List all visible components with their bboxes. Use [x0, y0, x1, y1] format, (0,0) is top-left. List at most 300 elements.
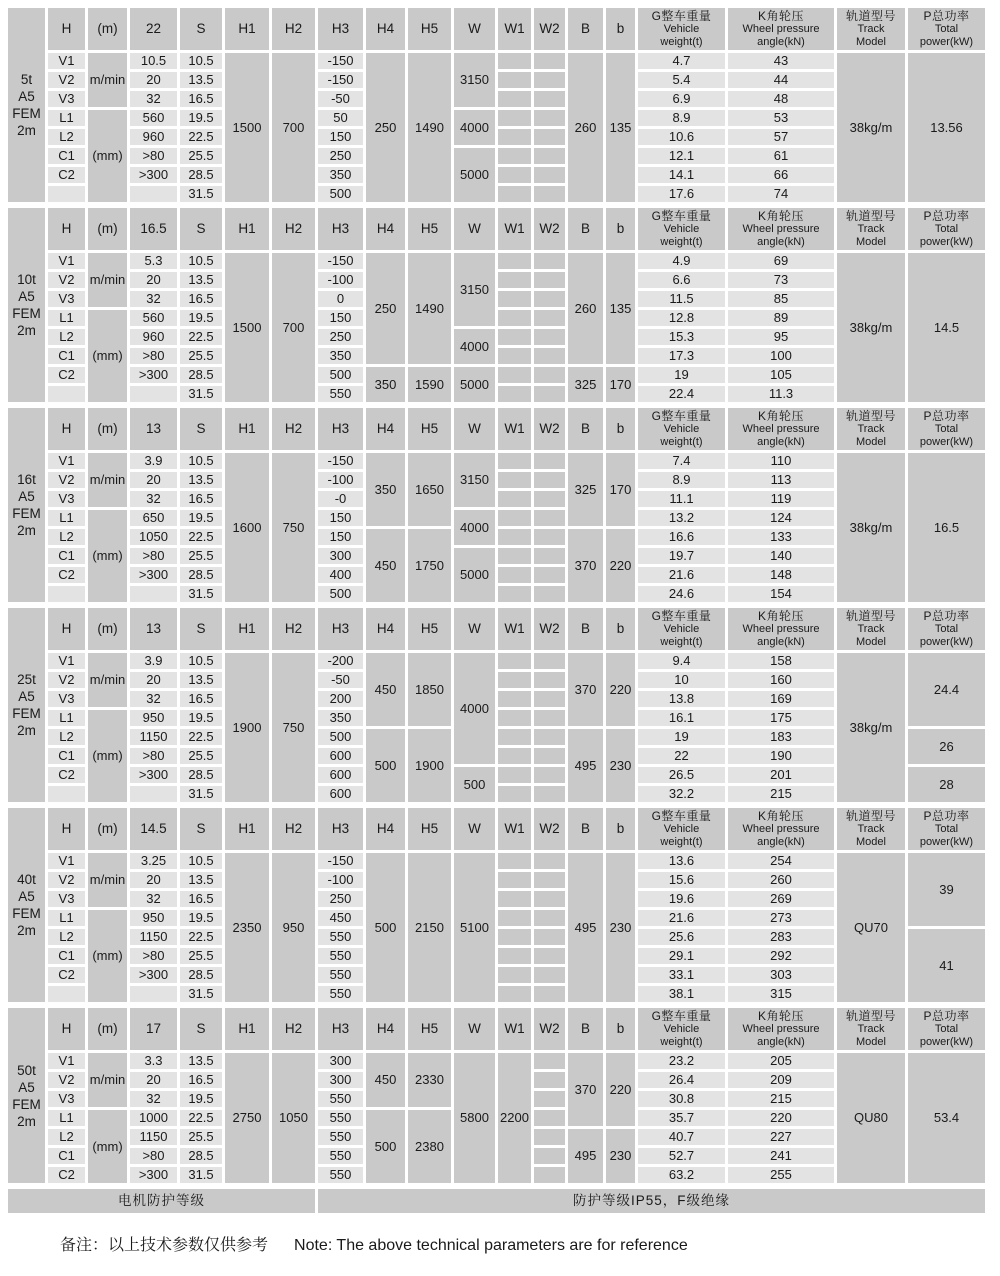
- h-cell: C1: [48, 948, 85, 964]
- h3-cell: 550: [318, 929, 363, 945]
- v-cell: [130, 586, 177, 602]
- w2-cell: [534, 491, 565, 507]
- k-cell: 73: [728, 272, 834, 288]
- s-cell: 22.5: [180, 129, 222, 145]
- g-header: [638, 608, 725, 650]
- section-label-line: 2m: [17, 923, 36, 938]
- w-cell: 5000: [454, 367, 495, 402]
- header-line: weight(t): [660, 835, 703, 848]
- track-cell: QU80: [837, 1053, 905, 1183]
- g-cell: 22.4: [638, 386, 725, 402]
- k-cell: 241: [728, 1148, 834, 1164]
- h-cell: C1: [48, 148, 85, 164]
- k-cell: 53: [728, 110, 834, 126]
- header-line: Total: [934, 23, 959, 36]
- h-cell: V1: [48, 853, 85, 869]
- w2-cell: [534, 1053, 565, 1069]
- h1-cell: 2350: [225, 853, 269, 1002]
- h3-cell: 0: [318, 291, 363, 307]
- p-cell: 14.5: [908, 253, 985, 402]
- s-cell: 28.5: [180, 967, 222, 983]
- s-cell: 25.5: [180, 148, 222, 164]
- s-cell: 10.5: [180, 653, 222, 669]
- h2-header: H2: [272, 408, 315, 450]
- w-cell: 4000: [454, 110, 495, 145]
- bb-cell: 135: [606, 53, 635, 202]
- h3-cell: 600: [318, 748, 363, 764]
- header-line: G整车重量: [651, 808, 712, 823]
- h3-cell: 50: [318, 110, 363, 126]
- v-cell: [130, 986, 177, 1002]
- k-cell: 140: [728, 548, 834, 564]
- g-cell: 8.9: [638, 472, 725, 488]
- k-cell: 85: [728, 291, 834, 307]
- p-cell: 28: [908, 767, 985, 802]
- w2-cell: [534, 891, 565, 907]
- header-line: angle(kN): [757, 35, 805, 48]
- track-cell: 38kg/m: [837, 653, 905, 802]
- track-header: [837, 608, 905, 650]
- k-cell: 215: [728, 786, 834, 802]
- w1-cell: [498, 653, 531, 669]
- span-value-header: 13: [130, 408, 177, 450]
- header-line: Vehicle: [663, 1023, 700, 1036]
- g-cell: 12.1: [638, 148, 725, 164]
- w1-cell: 2200: [498, 1053, 531, 1183]
- h3-cell: 550: [318, 948, 363, 964]
- h4-cell: 450: [366, 653, 405, 726]
- header-line: angle(kN): [757, 235, 805, 248]
- w2-cell: [534, 872, 565, 888]
- h4-header: H4: [366, 8, 405, 50]
- v-cell: 32: [130, 891, 177, 907]
- w-header: W: [454, 808, 495, 850]
- w2-cell: [534, 653, 565, 669]
- span-value-header: 17: [130, 1008, 177, 1050]
- span-value-header: 13: [130, 608, 177, 650]
- header-line: P总功率: [923, 1008, 970, 1023]
- spec-table-40t: [5, 805, 988, 1005]
- m-cell: (mm): [88, 710, 127, 802]
- s-cell: 25.5: [180, 748, 222, 764]
- w2-cell: [534, 1129, 565, 1145]
- v-cell: >80: [130, 548, 177, 564]
- header-line: Vehicle: [663, 423, 700, 436]
- track-header: [837, 408, 905, 450]
- s-cell: 28.5: [180, 1148, 222, 1164]
- h4-header: H4: [366, 408, 405, 450]
- b-cell: 495: [568, 729, 603, 802]
- h-cell: V3: [48, 891, 85, 907]
- w1-cell: [498, 529, 531, 545]
- w2-header: W2: [534, 408, 565, 450]
- h3-cell: 550: [318, 1167, 363, 1183]
- h1-header: H1: [225, 808, 269, 850]
- k-header: [728, 408, 834, 450]
- header-line: Track: [857, 23, 885, 36]
- h2-header: H2: [272, 208, 315, 250]
- header-line: K角轮压: [757, 1008, 804, 1023]
- protection-summary-table: [5, 1186, 988, 1216]
- h3-cell: 500: [318, 729, 363, 745]
- reference-note: [60, 1232, 995, 1255]
- section-label-line: A5: [18, 489, 35, 504]
- k-cell: 89: [728, 310, 834, 326]
- span-value-header: 14.5: [130, 808, 177, 850]
- w1-cell: [498, 967, 531, 983]
- p-header: [908, 408, 985, 450]
- header-line: Model: [856, 1035, 886, 1048]
- m-cell: m/min: [88, 453, 127, 507]
- m-cell: (mm): [88, 910, 127, 1002]
- section-label-line: A5: [18, 689, 35, 704]
- h3-cell: 300: [318, 1053, 363, 1069]
- s-cell: 13.5: [180, 872, 222, 888]
- h3-cell: 550: [318, 1129, 363, 1145]
- k-cell: 273: [728, 910, 834, 926]
- section-label-line: A5: [18, 889, 35, 904]
- w1-cell: [498, 548, 531, 564]
- h2-cell: 950: [272, 853, 315, 1002]
- h-cell: C2: [48, 567, 85, 583]
- w2-header: W2: [534, 608, 565, 650]
- w2-cell: [534, 548, 565, 564]
- h2-header: H2: [272, 608, 315, 650]
- header-line: power(kW): [919, 835, 974, 848]
- track-header: [837, 208, 905, 250]
- w2-cell: [534, 729, 565, 745]
- v-cell: >80: [130, 748, 177, 764]
- h3-cell: -150: [318, 453, 363, 469]
- v-cell: 20: [130, 1072, 177, 1088]
- k-cell: 113: [728, 472, 834, 488]
- v-cell: 32: [130, 691, 177, 707]
- section-label-line: FEM: [12, 906, 41, 921]
- w2-cell: [534, 586, 565, 602]
- header-row-16t: [8, 408, 985, 450]
- s-cell: 31.5: [180, 586, 222, 602]
- section-label-50t: [8, 1008, 45, 1183]
- h3-cell: 600: [318, 767, 363, 783]
- g-cell: 38.1: [638, 986, 725, 1002]
- w1-cell: [498, 567, 531, 583]
- w1-cell: [498, 672, 531, 688]
- w1-cell: [498, 510, 531, 526]
- h4-header: H4: [366, 1008, 405, 1050]
- v-cell: 20: [130, 72, 177, 88]
- h1-cell: 1600: [225, 453, 269, 602]
- header-line: Wheel pressure: [742, 223, 820, 236]
- w2-cell: [534, 53, 565, 69]
- bb-cell: 230: [606, 853, 635, 1002]
- h5-cell: 2150: [408, 853, 451, 1002]
- k-cell: 215: [728, 1091, 834, 1107]
- h-cell: C1: [48, 548, 85, 564]
- section-label-line: 2m: [17, 523, 36, 538]
- bb-cell: 135: [606, 253, 635, 364]
- header-line: P总功率: [923, 408, 970, 423]
- v-cell: 5.3: [130, 253, 177, 269]
- h-cell: V3: [48, 691, 85, 707]
- g-cell: 10: [638, 672, 725, 688]
- k-cell: 254: [728, 853, 834, 869]
- w2-cell: [534, 948, 565, 964]
- h5-header: H5: [408, 808, 451, 850]
- m-cell: (mm): [88, 510, 127, 602]
- v-cell: 1000: [130, 1110, 177, 1126]
- h5-header: H5: [408, 408, 451, 450]
- h4-cell: 500: [366, 853, 405, 1002]
- h-cell: V2: [48, 272, 85, 288]
- p-cell: 16.5: [908, 453, 985, 602]
- h-cell: C2: [48, 767, 85, 783]
- header-line: power(kW): [919, 435, 974, 448]
- h1-cell: 1900: [225, 653, 269, 802]
- bb-header: b: [606, 1008, 635, 1050]
- h2-cell: 750: [272, 653, 315, 802]
- h3-cell: 250: [318, 329, 363, 345]
- h3-header: H3: [318, 1008, 363, 1050]
- w2-cell: [534, 272, 565, 288]
- h4-header: H4: [366, 608, 405, 650]
- g-cell: 15.6: [638, 872, 725, 888]
- s-cell: 16.5: [180, 691, 222, 707]
- header-line: Wheel pressure: [742, 623, 820, 636]
- w1-header: W1: [498, 408, 531, 450]
- h4-cell: 350: [366, 367, 405, 402]
- h3-cell: 200: [318, 691, 363, 707]
- h1-header: H1: [225, 608, 269, 650]
- h-cell: C1: [48, 1148, 85, 1164]
- k-cell: 119: [728, 491, 834, 507]
- w2-cell: [534, 967, 565, 983]
- w1-cell: [498, 186, 531, 202]
- v-cell: 3.9: [130, 453, 177, 469]
- m-header: (m): [88, 608, 127, 650]
- h-cell: [48, 786, 85, 802]
- w1-cell: [498, 948, 531, 964]
- h2-cell: 1050: [272, 1053, 315, 1183]
- w2-cell: [534, 1072, 565, 1088]
- w1-cell: [498, 148, 531, 164]
- g-cell: 22: [638, 748, 725, 764]
- w-cell: 5000: [454, 148, 495, 202]
- h3-cell: -100: [318, 872, 363, 888]
- w1-cell: [498, 929, 531, 945]
- w-header: W: [454, 8, 495, 50]
- header-row-25t: [8, 608, 985, 650]
- k-cell: 283: [728, 929, 834, 945]
- k-cell: 43: [728, 53, 834, 69]
- section-label-25t: [8, 608, 45, 802]
- header-row-5t: [8, 8, 985, 50]
- spec-row: [8, 53, 985, 69]
- bb-header: b: [606, 8, 635, 50]
- protection-summary-row: [8, 1189, 985, 1213]
- v-cell: 560: [130, 110, 177, 126]
- v-cell: 20: [130, 472, 177, 488]
- b-cell: 260: [568, 53, 603, 202]
- w2-cell: [534, 148, 565, 164]
- s-cell: 28.5: [180, 767, 222, 783]
- h-cell: L1: [48, 510, 85, 526]
- h3-cell: 250: [318, 891, 363, 907]
- w1-cell: [498, 329, 531, 345]
- h-header: H: [48, 208, 85, 250]
- p-cell: 41: [908, 929, 985, 1002]
- g-header: [638, 808, 725, 850]
- w-cell: 4000: [454, 329, 495, 364]
- w1-cell: [498, 386, 531, 402]
- s-header: S: [180, 208, 222, 250]
- h3-cell: 400: [318, 567, 363, 583]
- b-cell: 325: [568, 453, 603, 526]
- h5-header: H5: [408, 608, 451, 650]
- g-header: [638, 1008, 725, 1050]
- h2-cell: 750: [272, 453, 315, 602]
- v-cell: >300: [130, 167, 177, 183]
- motor-protection-cell: 电机防护等级: [8, 1189, 315, 1213]
- bb-cell: 220: [606, 1053, 635, 1126]
- g-cell: 6.9: [638, 91, 725, 107]
- header-line: Track: [857, 823, 885, 836]
- header-line: P总功率: [923, 8, 970, 23]
- g-cell: 13.8: [638, 691, 725, 707]
- w-header: W: [454, 208, 495, 250]
- w1-cell: [498, 853, 531, 869]
- h1-cell: 2750: [225, 1053, 269, 1183]
- header-line: G整车重量: [651, 8, 712, 23]
- h3-cell: 550: [318, 1110, 363, 1126]
- p-cell: 13.56: [908, 53, 985, 202]
- k-cell: 61: [728, 148, 834, 164]
- k-cell: 227: [728, 1129, 834, 1145]
- s-cell: 31.5: [180, 386, 222, 402]
- section-label-line: FEM: [12, 706, 41, 721]
- h-cell: [48, 586, 85, 602]
- spec-row: [8, 253, 985, 269]
- h-cell: V2: [48, 1072, 85, 1088]
- b-cell: 495: [568, 1129, 603, 1183]
- h-cell: L1: [48, 1110, 85, 1126]
- v-cell: 3.25: [130, 853, 177, 869]
- header-line: Total: [934, 423, 959, 436]
- section-label-line: A5: [18, 89, 35, 104]
- h3-cell: 150: [318, 310, 363, 326]
- k-cell: 183: [728, 729, 834, 745]
- k-cell: 148: [728, 567, 834, 583]
- track-header: [837, 8, 905, 50]
- v-cell: 32: [130, 291, 177, 307]
- header-line: Total: [934, 223, 959, 236]
- bb-cell: 170: [606, 453, 635, 526]
- w2-cell: [534, 748, 565, 764]
- g-cell: 25.6: [638, 929, 725, 945]
- span-value-header: 16.5: [130, 208, 177, 250]
- track-header: [837, 1008, 905, 1050]
- v-cell: 950: [130, 710, 177, 726]
- h-cell: [48, 386, 85, 402]
- reference-note-en: Note: The above technical parameters are for reference: [294, 1237, 688, 1254]
- header-line: angle(kN): [757, 1035, 805, 1048]
- section-label-line: FEM: [12, 306, 41, 321]
- g-cell: 33.1: [638, 967, 725, 983]
- v-cell: 960: [130, 129, 177, 145]
- p-header: [908, 808, 985, 850]
- header-line: weight(t): [660, 35, 703, 48]
- s-cell: 13.5: [180, 672, 222, 688]
- m-header: (m): [88, 208, 127, 250]
- w1-cell: [498, 872, 531, 888]
- g-cell: 6.6: [638, 272, 725, 288]
- spec-row: [8, 653, 985, 669]
- w-cell: 4000: [454, 510, 495, 545]
- h3-cell: 150: [318, 529, 363, 545]
- header-line: 轨道型号: [845, 208, 896, 223]
- header-row-10t: [8, 208, 985, 250]
- w-cell: 3150: [454, 53, 495, 107]
- w2-header: W2: [534, 1008, 565, 1050]
- k-header: [728, 608, 834, 650]
- k-cell: 66: [728, 167, 834, 183]
- w2-cell: [534, 253, 565, 269]
- h2-header: H2: [272, 808, 315, 850]
- h-cell: V3: [48, 491, 85, 507]
- h-cell: L1: [48, 710, 85, 726]
- header-line: 轨道型号: [845, 408, 896, 423]
- g-cell: 40.7: [638, 1129, 725, 1145]
- h-cell: V2: [48, 472, 85, 488]
- h-cell: C2: [48, 967, 85, 983]
- w1-cell: [498, 72, 531, 88]
- w2-cell: [534, 567, 565, 583]
- section-label-line: FEM: [12, 506, 41, 521]
- bb-header: b: [606, 608, 635, 650]
- section-label-line: FEM: [12, 1096, 41, 1112]
- header-line: K角轮压: [757, 408, 804, 423]
- w-cell: 3150: [454, 253, 495, 326]
- header-line: angle(kN): [757, 835, 805, 848]
- w2-cell: [534, 367, 565, 383]
- track-cell: 38kg/m: [837, 53, 905, 202]
- h-cell: L2: [48, 1129, 85, 1145]
- h4-cell: 350: [366, 453, 405, 526]
- g-cell: 13.2: [638, 510, 725, 526]
- section-label-line: 25t: [17, 672, 36, 687]
- w2-cell: [534, 529, 565, 545]
- h4-header: H4: [366, 808, 405, 850]
- h3-cell: -50: [318, 672, 363, 688]
- v-cell: 20: [130, 872, 177, 888]
- header-line: weight(t): [660, 435, 703, 448]
- k-cell: 205: [728, 1053, 834, 1069]
- v-cell: 1050: [130, 529, 177, 545]
- g-cell: 21.6: [638, 567, 725, 583]
- w1-header: W1: [498, 608, 531, 650]
- header-line: weight(t): [660, 235, 703, 248]
- v-cell: >80: [130, 948, 177, 964]
- p-cell: 39: [908, 853, 985, 926]
- w-cell: 5800: [454, 1053, 495, 1183]
- p-cell: 53.4: [908, 1053, 985, 1183]
- s-cell: 19.5: [180, 1091, 222, 1107]
- protection-class-cell: 防护等级IP55，F级绝缘: [318, 1189, 985, 1213]
- w2-header: W2: [534, 208, 565, 250]
- s-cell: 10.5: [180, 853, 222, 869]
- k-cell: 48: [728, 91, 834, 107]
- g-cell: 30.8: [638, 1091, 725, 1107]
- h5-cell: 1490: [408, 253, 451, 364]
